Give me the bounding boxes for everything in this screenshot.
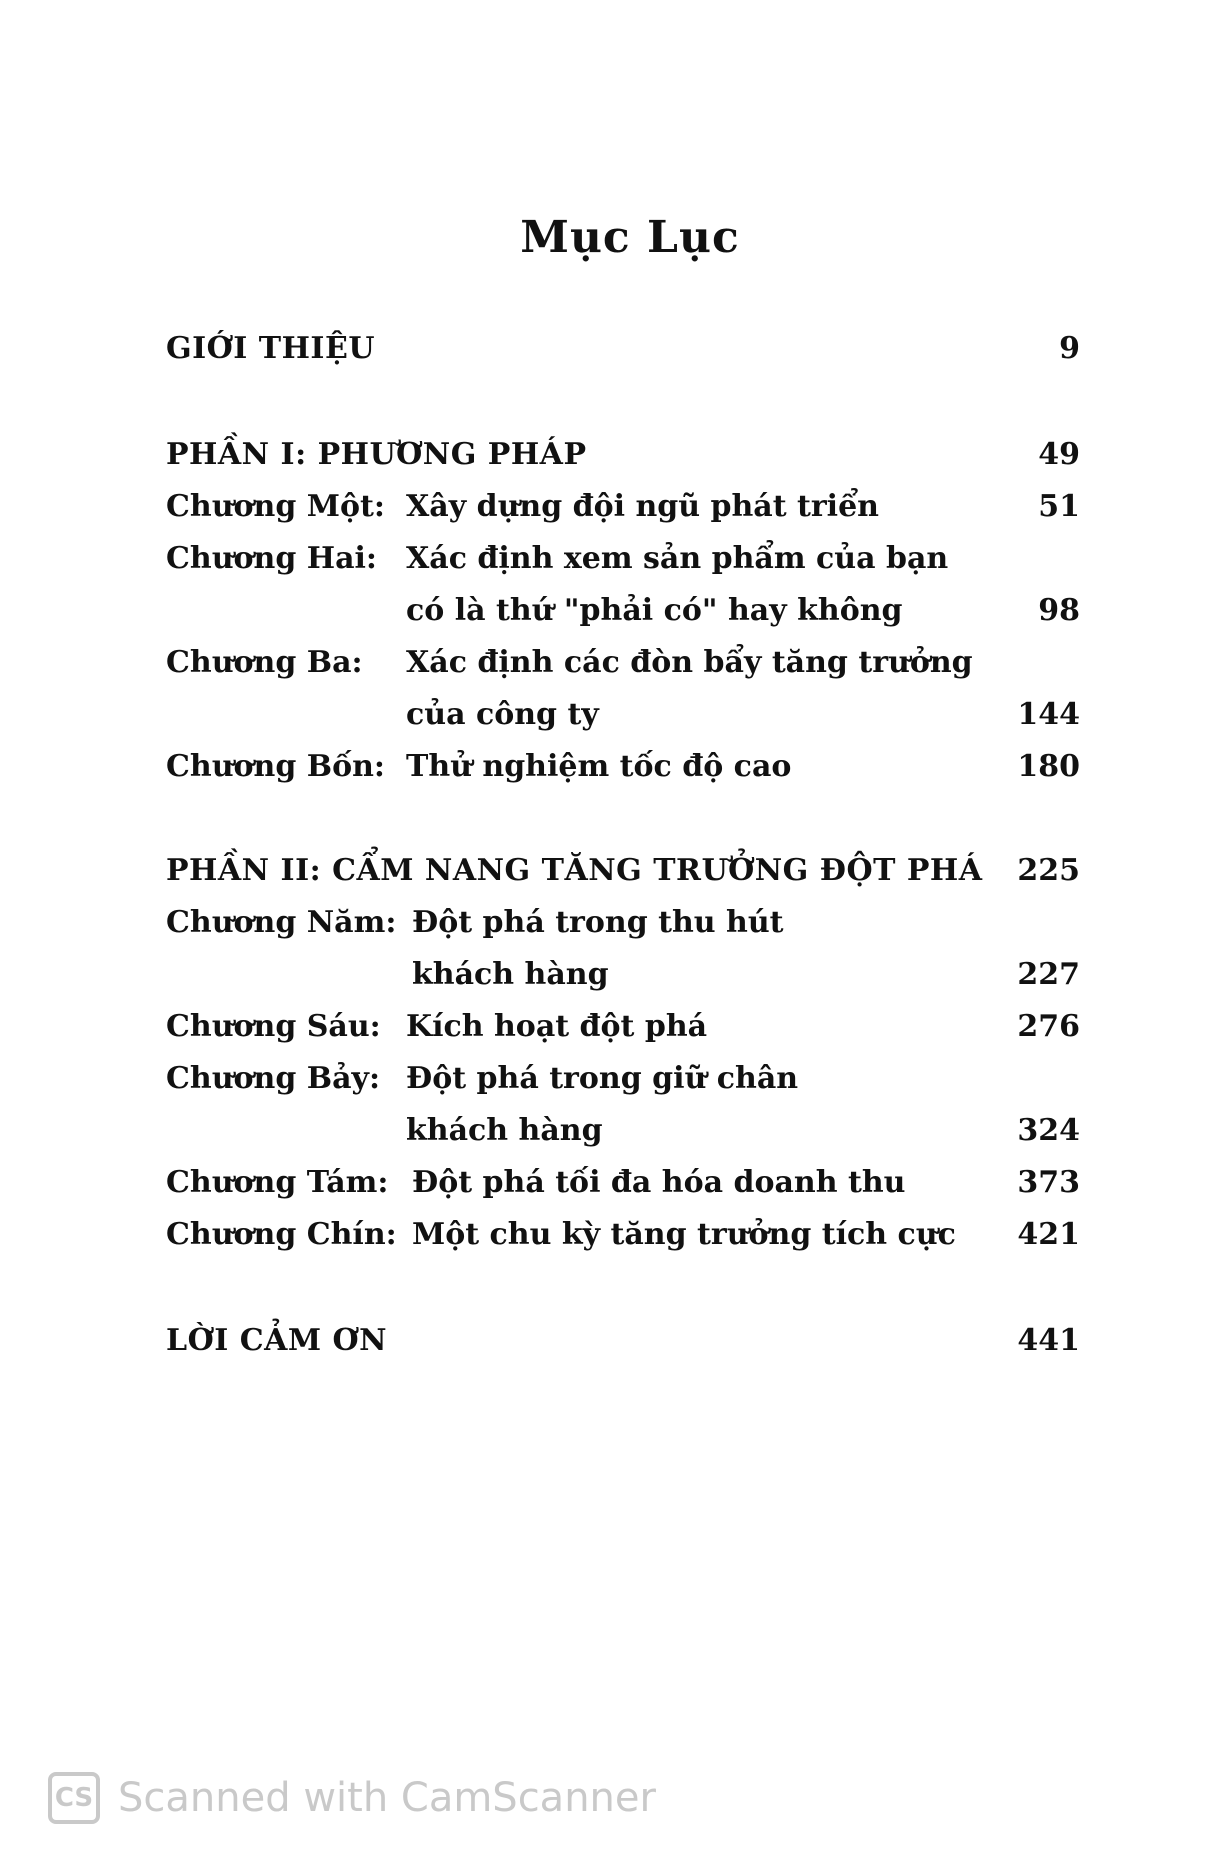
toc-entry-chapter-5-cont bbox=[150, 950, 1080, 1000]
page-title: Mục Lục bbox=[520, 212, 740, 263]
toc-chapter-label: Chương Năm: bbox=[166, 905, 397, 940]
toc-entry-chapter-4 bbox=[150, 742, 1080, 792]
toc-entry-part-2 bbox=[150, 846, 1080, 896]
toc-chapter-title: khách hàng bbox=[406, 1113, 603, 1148]
toc-page-number: 441 bbox=[1017, 1323, 1080, 1358]
toc-chapter-title: Xây dựng đội ngũ phát triển bbox=[406, 489, 879, 524]
toc-chapter-title: Đột phá trong thu hút bbox=[412, 905, 784, 940]
toc-entry-chapter-3 bbox=[150, 638, 1080, 688]
toc-chapter-title: Thử nghiệm tốc độ cao bbox=[406, 749, 792, 784]
toc-page-number: 51 bbox=[1038, 489, 1080, 524]
toc-entry-chapter-2 bbox=[150, 534, 1080, 584]
toc-entry-chapter-7-cont bbox=[150, 1106, 1080, 1156]
toc-chapter-title: có là thứ "phải có" hay không bbox=[406, 593, 903, 628]
toc-chapter-title: của công ty bbox=[406, 697, 599, 732]
toc-page-number: 373 bbox=[1017, 1165, 1080, 1200]
toc-entry-chapter-2-cont bbox=[150, 586, 1080, 636]
toc-page-number: 324 bbox=[1017, 1113, 1080, 1148]
toc-chapter-title: Đột phá trong giữ chân bbox=[406, 1061, 799, 1096]
toc-chapter-label: Chương Chín: bbox=[166, 1217, 397, 1252]
toc-chapter-label: Chương Một: bbox=[166, 489, 385, 524]
toc-chapter-title: khách hàng bbox=[412, 957, 609, 992]
toc-entry-acknowledgements bbox=[150, 1316, 1080, 1366]
toc-entry-introduction bbox=[150, 324, 1080, 374]
toc-chapter-title: Đột phá tối đa hóa doanh thu bbox=[412, 1165, 906, 1200]
toc-page-number: 421 bbox=[1017, 1217, 1080, 1252]
toc-entry-chapter-5 bbox=[150, 898, 1080, 948]
toc-chapter-title: Xác định xem sản phẩm của bạn bbox=[406, 541, 949, 576]
toc-entry-chapter-1 bbox=[150, 482, 1080, 532]
toc-page-number: 227 bbox=[1017, 957, 1080, 992]
toc-entry-label: LỜI CẢM ƠN bbox=[166, 1323, 388, 1358]
toc-page-number: 9 bbox=[1059, 331, 1080, 366]
toc-chapter-label: Chương Bốn: bbox=[166, 749, 385, 784]
toc-chapter-label: Chương Tám: bbox=[166, 1165, 389, 1200]
toc-chapter-label: Chương Sáu: bbox=[166, 1009, 381, 1044]
toc-chapter-label: Chương Hai: bbox=[166, 541, 377, 576]
watermark-label: Scanned with CamScanner bbox=[118, 1775, 656, 1821]
camscanner-watermark bbox=[48, 1768, 656, 1828]
toc-entry-label: PHẦN I: PHƯƠNG PHÁP bbox=[166, 437, 587, 472]
toc-entry-chapter-9 bbox=[150, 1210, 1080, 1260]
toc-chapter-label: Chương Ba: bbox=[166, 645, 363, 680]
toc-chapter-title: Kích hoạt đột phá bbox=[406, 1009, 708, 1044]
toc-page-number: 49 bbox=[1038, 437, 1080, 472]
toc-entry-label: PHẦN II: CẨM NANG TĂNG TRƯỞNG ĐỘT PHÁ bbox=[166, 853, 983, 888]
toc-entry-part-1 bbox=[150, 430, 1080, 480]
toc-page-number: 225 bbox=[1017, 853, 1080, 888]
toc-entry-chapter-7 bbox=[150, 1054, 1080, 1104]
toc-entry-label: GIỚI THIỆU bbox=[166, 331, 375, 366]
camscanner-logo-icon: CS bbox=[48, 1772, 100, 1824]
toc-chapter-title: Một chu kỳ tăng trưởng tích cực bbox=[412, 1217, 956, 1252]
toc-entry-chapter-3-cont bbox=[150, 690, 1080, 740]
toc-entry-chapter-8 bbox=[150, 1158, 1080, 1208]
toc-page-number: 144 bbox=[1017, 697, 1080, 732]
toc-entry-chapter-6 bbox=[150, 1002, 1080, 1052]
toc-chapter-label: Chương Bảy: bbox=[166, 1061, 381, 1096]
toc-page-number: 98 bbox=[1038, 593, 1080, 628]
toc-page-number: 180 bbox=[1017, 749, 1080, 784]
toc-chapter-title: Xác định các đòn bẩy tăng trưởng bbox=[406, 645, 973, 680]
toc-page-number: 276 bbox=[1017, 1009, 1080, 1044]
